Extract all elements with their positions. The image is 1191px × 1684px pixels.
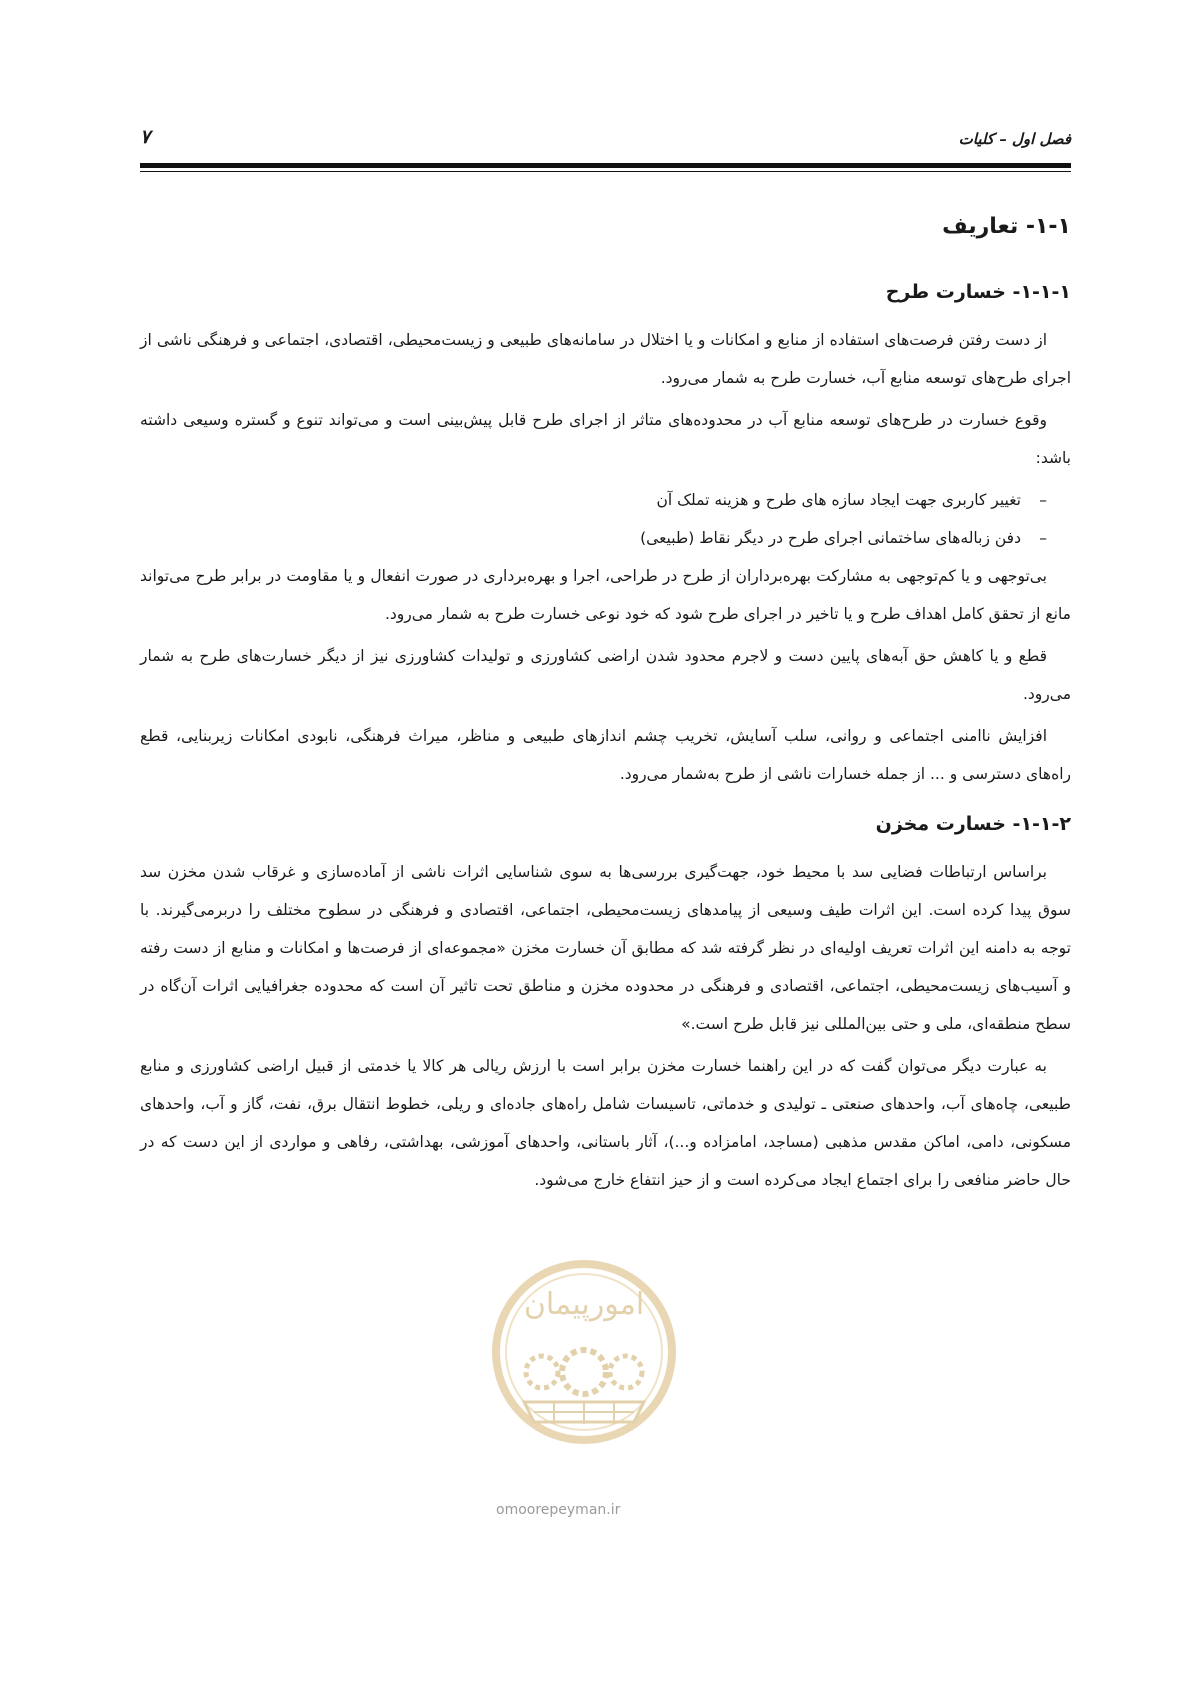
- page-number: ۷: [140, 126, 151, 148]
- watermark-logo: [484, 1252, 684, 1492]
- list-item-text: دفن زباله‌های ساختمانی اجرای طرح در دیگر نقاط (طبیعی): [640, 529, 1021, 547]
- chapter-title: فصل اول – کلیات: [958, 130, 1071, 148]
- paragraph: براساس ارتباطات فضایی سد با محیط خود، جهت‌گیری بررسی‌ها به سوی شناسایی اثرات ناشی از آماده‌سازی و غرقاب شدن مخزن سد سوق پیدا کرده است. این اثرات طیف وسیعی از پیامدهای زیست‌محیطی، اجتماعی، اقتصادی و فرهنگی در سطوح مختلف را دربرمی‌گیرند. با توجه به دامنه این اثرات تعریف اولیه‌ای در نظر گرفته شد که مطابق آن خسارت مخزن «مجموعه‌ای از فرصت‌ها و امکانات و منابع از دست رفته و آسیب‌های زیست‌محیطی، اجتماعی، اقتصادی و فرهنگی در محدوده مخزن و مناطق تحت تاثیر آن است که محدوده جغرافیایی اثرات آن‌گاه در سطح منطقه‌ای، ملی و حتی بین‌المللی نیز قابل طرح است.»: [140, 863, 1071, 1033]
- paragraph: به عبارت دیگر می‌توان گفت که در این راهنما خسارت مخزن برابر است با ارزش ریالی هر کالا یا خدمتی از قبیل اراضی کشاورزی و منابع طبیعی، چاه‌های آب، واحدهای صنعتی ـ تولیدی و خدماتی، تاسیسات شامل راه‌های جاده‌ای و ریلی، خطوط انتقال برق، نفت، گاز و آب، واحدهای مسکونی، دامی، اماکن مقدس مذهبی (مساجد، امامزاده و...)، آثار باستانی، واحدهای آموزشی، بهداشتی، رفاهی و مواردی از این دست که در حال حاضر منافعی را برای اجتماع ایجاد می‌کرده است و از حیز انتفاع خارج می‌شود.: [140, 1057, 1071, 1189]
- header-rule-thin: [140, 171, 1071, 172]
- page-header: [140, 126, 1071, 156]
- subsection-heading-1: ۱-۱-۱- خسارت طرح: [885, 281, 1071, 303]
- paragraph: بی‌توجهی و یا کم‌توجهی به مشارکت بهره‌برداران از طرح در طراحی، اجرا و بهره‌برداری در صورت انفعال و یا مقاومت در برابر طرح می‌تواند مانع از تحقق کامل اهداف طرح و یا تاخیر در اجرای طرح شود که خود نوعی خسارت طرح به شمار می‌رود.: [140, 567, 1071, 623]
- dash-bullet-icon: –: [1039, 491, 1047, 509]
- section-heading: ۱-۱- تعاریف: [942, 214, 1071, 239]
- header-rule-thick: [140, 163, 1071, 168]
- watermark-url: omoorepeyman.ir: [496, 1502, 621, 1518]
- paragraph: وقوع خسارت در طرح‌های توسعه منابع آب در محدوده‌های متاثر از اجرای طرح قابل پیش‌بینی است و می‌تواند تنوع و گستره وسیعی داشته باشد:: [140, 411, 1071, 467]
- paragraph: افزایش ناامنی اجتماعی و روانی، سلب آسایش، تخریب چشم اندازهای طبیعی و مناظر، میراث فرهنگی، نابودی امکانات زیربنایی، قطع راه‌های دسترسی و ... از جمله خسارات ناشی از طرح به‌شمار می‌رود.: [140, 727, 1071, 783]
- watermark-logo-text: امورپیمان: [523, 1287, 645, 1322]
- page-body: [140, 214, 1071, 1203]
- subsection-heading-2: ۱-۱-۲- خسارت مخزن: [875, 813, 1071, 835]
- list-item: [140, 481, 1047, 519]
- paragraph: از دست رفتن فرصت‌های استفاده از منابع و امکانات و یا اختلال در سامانه‌های طبیعی و زیست‌محیطی، اقتصادی، اجتماعی و فرهنگی ناشی از اجرای طرح‌های توسعه منابع آب، خسارت طرح به شمار می‌رود.: [140, 331, 1071, 387]
- list-item: [140, 519, 1047, 557]
- paragraph: قطع و یا کاهش حق آبه‌های پایین دست و لاجرم محدود شدن اراضی کشاورزی و تولیدات کشاورزی نیز از دیگر خسارت‌های طرح به شمار می‌رود.: [140, 647, 1071, 703]
- list-item-text: تغییر کاربری جهت ایجاد سازه های طرح و هزینه تملک آن: [656, 491, 1021, 509]
- dash-bullet-icon: –: [1039, 529, 1047, 547]
- bullet-list: [140, 481, 1071, 557]
